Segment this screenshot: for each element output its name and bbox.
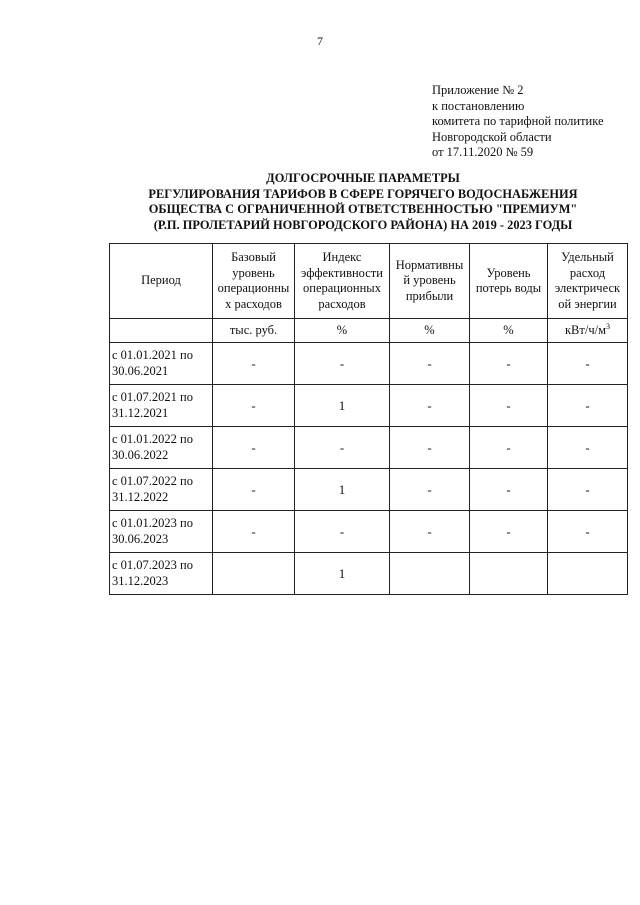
- base-level-cell: -: [213, 343, 295, 385]
- header-line: й уровень: [403, 273, 456, 288]
- period-line: 31.12.2023: [112, 573, 169, 588]
- period-line: с 01.07.2021 по: [112, 390, 193, 404]
- profit-cell: [390, 553, 470, 595]
- appendix-line: Новгородской области: [432, 129, 552, 144]
- header-profit: [390, 244, 470, 319]
- water-loss-cell: -: [470, 343, 548, 385]
- base-level-cell: -: [213, 427, 295, 469]
- period-line: с 01.07.2023 по: [112, 558, 193, 572]
- period-cell: [110, 343, 213, 385]
- period-cell: [110, 553, 213, 595]
- period-cell: [110, 469, 213, 511]
- energy-cell: -: [548, 511, 628, 553]
- water-loss-cell: -: [470, 385, 548, 427]
- efficiency-cell: -: [295, 427, 390, 469]
- period-line: 31.12.2022: [112, 489, 169, 504]
- base-level-cell: -: [213, 511, 295, 553]
- header-base-level: [213, 244, 295, 319]
- page-number: 7: [317, 34, 323, 48]
- unit-energy-sup: 3: [606, 321, 610, 331]
- table-units-row: [110, 319, 628, 343]
- efficiency-cell: 1: [295, 469, 390, 511]
- base-level-cell: -: [213, 469, 295, 511]
- profit-cell: -: [390, 427, 470, 469]
- unit-efficiency: %: [295, 319, 390, 343]
- document-title: [0, 171, 640, 233]
- table-row: [110, 385, 628, 427]
- unit-water-loss: %: [470, 319, 548, 343]
- unit-period: [110, 319, 213, 343]
- table-row: [110, 427, 628, 469]
- header-line: х расходов: [225, 296, 282, 311]
- profit-cell: -: [390, 469, 470, 511]
- efficiency-cell: 1: [295, 385, 390, 427]
- water-loss-cell: [470, 553, 548, 595]
- title-line: РЕГУЛИРОВАНИЯ ТАРИФОВ В СФЕРЕ ГОРЯЧЕГО ВОДОСНАБЖЕНИЯ: [148, 186, 578, 201]
- title-line: ОБЩЕСТВА С ОГРАНИЧЕННОЙ ОТВЕТСТВЕННОСТЬЮ "ПРЕМИУМ": [148, 202, 578, 216]
- period-cell: [110, 427, 213, 469]
- table-row: [110, 469, 628, 511]
- unit-energy: [548, 319, 628, 343]
- unit-energy-base: кВт/ч/м: [564, 322, 606, 337]
- header-line: Базовый: [231, 250, 276, 264]
- title-line: ДОЛГОСРОЧНЫЕ ПАРАМЕТРЫ: [266, 171, 460, 185]
- header-line: Индекс: [322, 250, 362, 264]
- header-line: Уровень: [486, 265, 531, 280]
- energy-cell: [548, 553, 628, 595]
- profit-cell: -: [390, 511, 470, 553]
- header-line: электрическ: [554, 281, 621, 295]
- table-row: [110, 511, 628, 553]
- title-line: (Р.П. ПРОЛЕТАРИЙ НОВГОРОДСКОГО РАЙОНА) НА 2019 - 2023 ГОДЫ: [153, 217, 573, 232]
- header-line: Нормативны: [395, 257, 464, 272]
- period-line: 30.06.2021: [112, 363, 169, 378]
- header-line: прибыли: [405, 288, 454, 303]
- header-period: Период: [110, 244, 213, 319]
- unit-profit: %: [390, 319, 470, 343]
- energy-cell: -: [548, 343, 628, 385]
- period-line: с 01.01.2021 по: [112, 348, 193, 362]
- period-line: 31.12.2021: [112, 405, 169, 420]
- header-line: расходов: [318, 296, 366, 311]
- profit-cell: -: [390, 343, 470, 385]
- table-row: [110, 343, 628, 385]
- period-line: с 01.01.2023 по: [112, 516, 193, 530]
- header-line: Удельный: [561, 250, 614, 264]
- efficiency-cell: -: [295, 511, 390, 553]
- header-line: операционны: [217, 281, 290, 295]
- header-water-loss: [470, 244, 548, 319]
- energy-cell: -: [548, 385, 628, 427]
- header-efficiency: [295, 244, 390, 319]
- water-loss-cell: -: [470, 511, 548, 553]
- efficiency-cell: 1: [295, 553, 390, 595]
- appendix-line: к постановлению: [432, 98, 525, 113]
- base-level-cell: [213, 553, 295, 595]
- header-line: эффективности: [301, 265, 383, 280]
- appendix-block: [432, 83, 604, 161]
- header-line: потерь воды: [475, 281, 542, 295]
- water-loss-cell: -: [470, 469, 548, 511]
- period-line: 30.06.2023: [112, 531, 169, 546]
- energy-cell: -: [548, 469, 628, 511]
- header-energy: [548, 244, 628, 319]
- period-line: с 01.07.2022 по: [112, 474, 193, 488]
- energy-cell: -: [548, 427, 628, 469]
- appendix-line: от 17.11.2020 № 59: [432, 145, 534, 159]
- period-cell: [110, 385, 213, 427]
- table-header-row: [110, 244, 628, 319]
- base-level-cell: -: [213, 385, 295, 427]
- table-row: [110, 553, 628, 595]
- header-line: уровень: [232, 265, 275, 280]
- header-line: ой энергии: [558, 296, 617, 311]
- header-line: операционных: [303, 281, 381, 295]
- parameters-table: [109, 243, 628, 595]
- profit-cell: -: [390, 385, 470, 427]
- appendix-line: комитета по тарифной политике: [432, 114, 604, 128]
- header-line: расход: [569, 265, 606, 280]
- period-line: с 01.01.2022 по: [112, 432, 193, 446]
- water-loss-cell: -: [470, 427, 548, 469]
- unit-base-level: тыс. руб.: [213, 319, 295, 343]
- appendix-line: Приложение № 2: [432, 83, 524, 97]
- period-cell: [110, 511, 213, 553]
- efficiency-cell: -: [295, 343, 390, 385]
- period-line: 30.06.2022: [112, 447, 169, 462]
